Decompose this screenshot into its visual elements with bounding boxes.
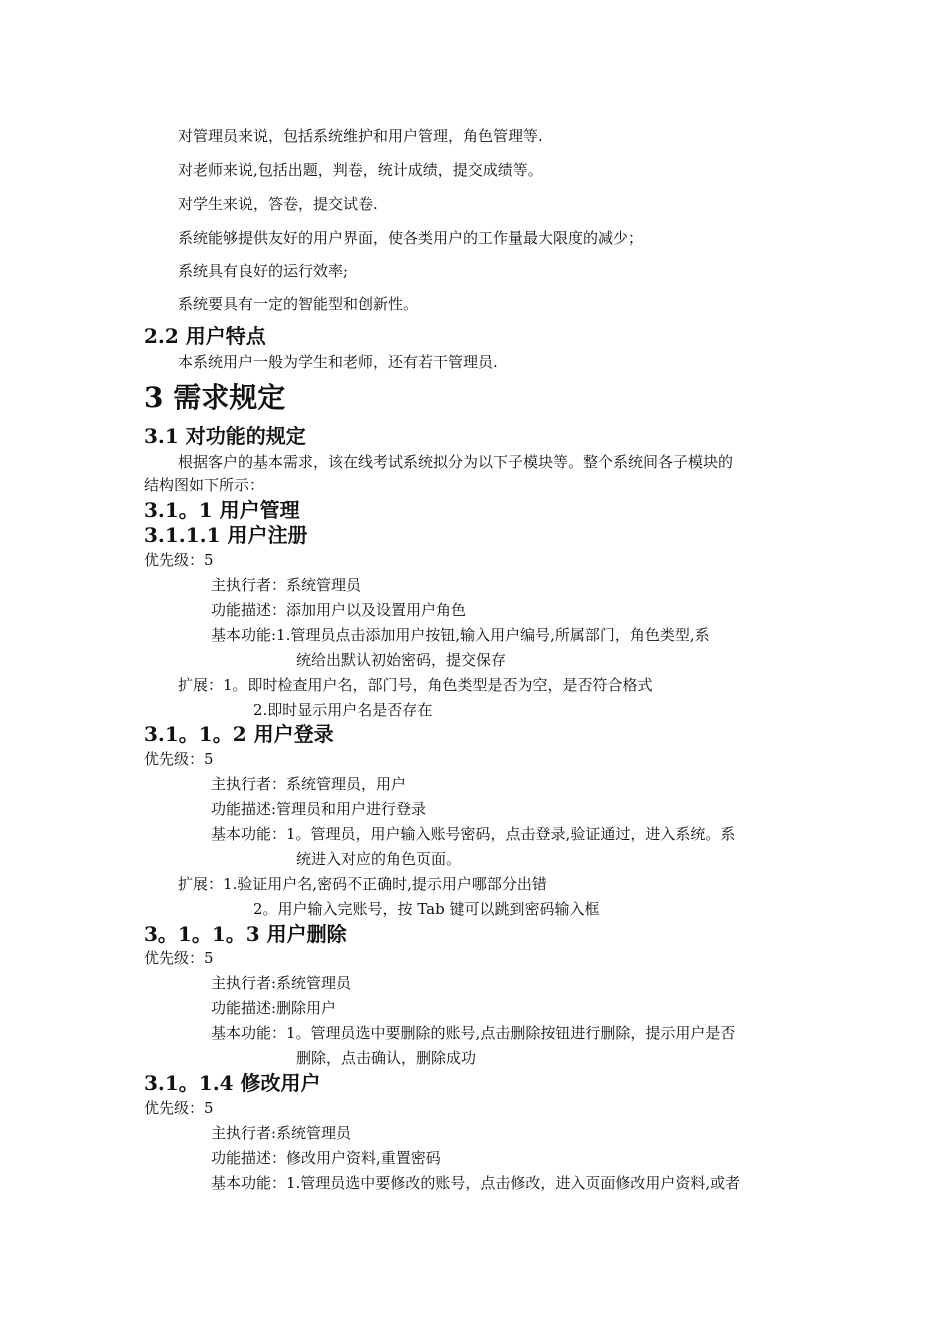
heading-2-2: 2.2 用户特点 <box>144 324 266 348</box>
login-priority: 优先级：5 <box>144 750 214 768</box>
intro-line-efficiency: 系统具有良好的运行效率; <box>178 262 349 280</box>
delete-basic-line2: 删除，点击确认，删除成功 <box>296 1049 477 1067</box>
modify-actor: 主执行者:系统管理员 <box>211 1124 352 1142</box>
login-extension-line2: 2。用户输入完账号，按 Tab 键可以跳到密码输入框 <box>253 900 600 918</box>
modify-basic-line1: 基本功能：1.管理员选中要修改的账号，点击修改，进入页面修改用户资料,或者 <box>211 1174 741 1192</box>
heading-user-delete: 3。1。1。3 用户删除 <box>144 922 347 946</box>
heading-3-1-1: 3.1。1 用户管理 <box>144 498 300 522</box>
functions-text-line2: 结构图如下所示： <box>144 476 265 494</box>
register-actor: 主执行者：系统管理员 <box>211 576 362 594</box>
register-extension-line1: 扩展：1。即时检查用户名，部门号，角色类型是否为空，是否符合格式 <box>178 676 653 694</box>
login-description: 功能描述:管理员和用户进行登录 <box>211 800 427 818</box>
heading-user-register: 3.1.1.1 用户注册 <box>144 523 308 547</box>
delete-priority: 优先级：5 <box>144 949 214 967</box>
login-extension-line1: 扩展：1.验证用户名,密码不正确时,提示用户哪部分出错 <box>178 875 547 893</box>
register-basic-line1: 基本功能:1.管理员点击添加用户按钮,输入用户编号,所属部门，角色类型,系 <box>211 626 710 644</box>
register-basic-line2: 统给出默认初始密码，提交保存 <box>296 651 507 669</box>
intro-line-student: 对学生来说，答卷，提交试卷. <box>178 195 378 213</box>
login-basic-line2: 统进入对应的角色页面。 <box>296 850 462 868</box>
register-extension-line2: 2.即时显示用户名是否存在 <box>253 701 433 719</box>
intro-line-intelligence: 系统要具有一定的智能型和创新性。 <box>178 295 419 313</box>
delete-description: 功能描述:删除用户 <box>211 999 337 1017</box>
register-priority: 优先级：5 <box>144 551 214 569</box>
functions-text-line1: 根据客户的基本需求，该在线考试系统拟分为以下子模块等。整个系统间各子模块的 <box>178 453 734 471</box>
modify-priority: 优先级：5 <box>144 1099 214 1117</box>
delete-basic-line1: 基本功能：1。管理员选中要删除的账号,点击删除按钮进行删除，提示用户是否 <box>211 1024 736 1042</box>
heading-user-modify: 3.1。1.4 修改用户 <box>144 1071 321 1095</box>
intro-line-teacher: 对老师来说,包括出题，判卷，统计成绩，提交成绩等。 <box>178 161 543 179</box>
login-actor: 主执行者：系统管理员，用户 <box>211 775 407 793</box>
delete-actor: 主执行者:系统管理员 <box>211 974 352 992</box>
heading-user-login: 3.1。1。2 用户登录 <box>144 722 334 746</box>
intro-line-admin: 对管理员来说，包括系统维护和用户管理，角色管理等. <box>178 127 543 145</box>
login-basic-line1: 基本功能：1。管理员，用户输入账号密码，点击登录,验证通过，进入系统。系 <box>211 825 736 843</box>
heading-3-1: 3.1 对功能的规定 <box>144 424 306 448</box>
heading-3: 3 需求规定 <box>144 381 286 414</box>
register-description: 功能描述：添加用户以及设置用户角色 <box>211 601 467 619</box>
modify-description: 功能描述：修改用户资料,重置密码 <box>211 1149 441 1167</box>
intro-line-interface: 系统能够提供友好的用户界面，使各类用户的工作量最大限度的减少； <box>178 229 644 247</box>
user-traits-text: 本系统用户一般为学生和老师，还有若干管理员. <box>178 353 498 371</box>
